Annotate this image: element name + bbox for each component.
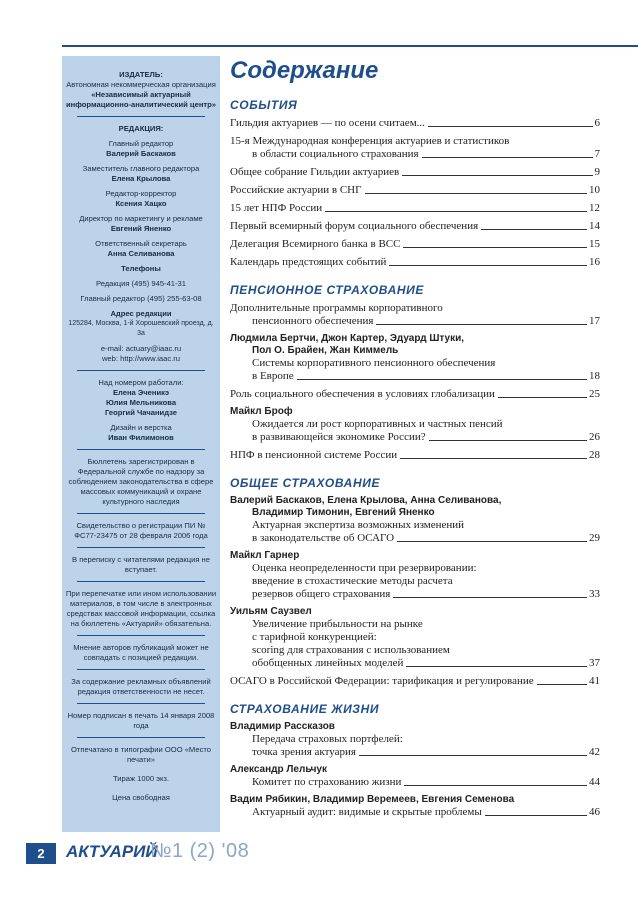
divider — [77, 703, 205, 704]
secretary-role: Ответственный секретарь — [95, 239, 187, 248]
toc-page-number: 25 — [589, 388, 600, 400]
toc-entry-title: обобщенных линейных моделей — [252, 657, 404, 669]
divider — [77, 116, 205, 117]
toc-entry-title: Российские актуарии в СНГ — [230, 184, 362, 196]
page-title: Содержание — [230, 57, 379, 84]
top-rule — [62, 45, 638, 47]
proof-role: Редактор-корректор — [105, 189, 177, 198]
toc-entry[interactable] — [230, 794, 600, 819]
toc-entry-title: ОСАГО в Российской Федерации: тарификация и регулирование — [230, 675, 534, 687]
toc-entry-title: Дополнительные программы корпоративного — [230, 302, 443, 314]
toc-entry[interactable] — [230, 184, 600, 197]
toc-author: Уильям Саузвел — [230, 606, 312, 617]
printed-note: Отпечатано в типографии ООО «Место печати» — [71, 745, 211, 764]
design-name: Иван Филимонов — [108, 433, 174, 442]
certificate-note: Свидетельство о регистрации ПИ № ФС77-23475 от 28 февраля 2006 года — [74, 521, 208, 540]
toc-page-number: 14 — [589, 220, 600, 232]
registration-note: Бюллетень зарегистрирован в Федеральной службе по надзору за соблюдением законодательства в сфере массовых коммуникаций и охране культурного наследия — [68, 457, 214, 506]
divider — [77, 370, 205, 371]
reprint-note: При перепечатке или ином использовании материалов, в том числе в электронных средствах массовой информации, ссылка на бюллетень «Актуарий» обязательна. — [65, 589, 217, 628]
marketing-role: Директор по маркетингу и рекламе — [79, 214, 203, 223]
section-heading: СОБЫТИЯ — [230, 98, 298, 112]
toc-entry-title: Общее собрание Гильдии актуариев — [230, 166, 400, 178]
toc-entry-title: точка зрения актуария — [252, 746, 356, 758]
toc-author: Владимир Рассказов — [230, 721, 335, 732]
toc-entry-title: Календарь предстоящих событий — [230, 256, 387, 268]
toc-entry-title: Передача страховых портфелей: — [252, 733, 403, 745]
toc-entry[interactable] — [230, 117, 600, 130]
toc-entry-title: 15 лет НПФ России — [230, 202, 323, 214]
toc-author: Людмила Бертчи, Джон Картер, Эдуард Штуки, — [230, 333, 465, 344]
toc-page-number: 9 — [594, 166, 600, 178]
editor-name: Валерий Баскаков — [106, 149, 176, 158]
toc-author: Пол О. Брайен, Жан Киммель — [252, 345, 399, 356]
toc-entry[interactable] — [230, 166, 600, 179]
section-heading: СТРАХОВАНИЕ ЖИЗНИ — [230, 702, 380, 716]
toc-entry[interactable] — [230, 449, 600, 462]
toc-entry-title: 15-я Международная конференция актуариев и статистиков — [230, 135, 510, 147]
toc-entry-title: Оценка неопределенности при резервировании: — [252, 562, 477, 574]
toc-entry-title: в области социального страхования — [252, 148, 419, 160]
toc-page-number: 28 — [589, 449, 600, 461]
toc-entry-title: Комитет по страхованию жизни — [252, 776, 402, 788]
toc-entry-title: Гильдия актуариев — по осени считаем... — [230, 117, 425, 129]
toc-entry-title: в законодательстве об ОСАГО — [252, 532, 395, 544]
toc-entry[interactable] — [230, 333, 600, 383]
toc-author: Александр Лельчук — [230, 764, 327, 775]
toc-entry[interactable] — [230, 238, 600, 251]
editor-role: Главный редактор — [108, 139, 174, 148]
toc-entry-title: Актуарный аудит: видимые и скрытые проблемы — [252, 806, 482, 818]
toc-entry[interactable] — [230, 220, 600, 233]
price-note: Цена свободная — [112, 793, 170, 802]
toc-page-number: 6 — [594, 117, 600, 129]
toc-page-number: 7 — [594, 148, 600, 160]
ads-note: За содержание рекламных объявлений редакция ответственности не несет. — [71, 677, 211, 696]
toc-entry-title: Делегация Всемирного банка в ВСС — [230, 238, 401, 250]
toc-entry-title: scoring для страхования с использованием — [252, 644, 450, 656]
address-heading: Адрес редакции — [110, 309, 172, 318]
toc-page-number: 16 — [589, 256, 600, 268]
toc-entry[interactable] — [230, 495, 600, 545]
toc-entry-title: в развивающейся экономике России? — [252, 431, 426, 443]
toc-entry[interactable] — [230, 764, 600, 789]
divider — [77, 547, 205, 548]
divider — [77, 513, 205, 514]
toc-entry-title: введение в стохастические методы расчета — [252, 575, 453, 587]
toc-entry[interactable] — [230, 406, 600, 444]
toc-entry-title: Системы корпоративного пенсионного обеспечения — [252, 357, 496, 369]
toc-author: Майкл Гарнер — [230, 550, 300, 561]
toc-entry-title: Ожидается ли рост корпоративных и частных пенсий — [252, 418, 503, 430]
section-heading: ПЕНСИОННОЕ СТРАХОВАНИЕ — [230, 283, 424, 297]
divider — [77, 635, 205, 636]
publisher-heading: ИЗДАТЕЛЬ: — [119, 70, 163, 79]
table-of-contents — [230, 56, 600, 824]
divider — [77, 449, 205, 450]
toc-page-number: 15 — [589, 238, 600, 250]
toc-entry[interactable] — [230, 302, 600, 328]
toc-entry-title: Первый всемирный форум социального обеспечения — [230, 220, 479, 232]
worked-name: Георгий Чачанидзе — [104, 408, 178, 417]
toc-page-number: 46 — [589, 806, 600, 818]
toc-page-number: 10 — [589, 184, 600, 196]
toc-page-number: 29 — [589, 532, 600, 544]
circulation-note: Тираж 1000 экз. — [112, 774, 170, 783]
toc-page-number: 26 — [589, 431, 600, 443]
section-heading: ОБЩЕЕ СТРАХОВАНИЕ — [230, 476, 381, 490]
toc-entry-title: НПФ в пенсионной системе России — [230, 449, 398, 461]
toc-entry[interactable] — [230, 256, 600, 269]
toc-author: Майкл Броф — [230, 406, 293, 417]
divider — [77, 581, 205, 582]
toc-page-number: 17 — [589, 315, 600, 327]
worked-name: Елена Эченикэ — [112, 388, 170, 397]
design-role: Дизайн и верстка — [110, 423, 172, 432]
toc-entry-title: Актуарная экспертиза возможных изменений — [252, 519, 465, 531]
toc-entry-title: пенсионного обеспечения — [252, 315, 374, 327]
issue-number: №1 (2) '08 — [150, 840, 250, 862]
secretary-name: Анна Селиванова — [107, 249, 175, 258]
correspondence-note: В переписку с читателями редакция не вступает. — [72, 555, 210, 574]
publisher-line: «Независимый актуарный — [91, 90, 191, 99]
toc-author: Вадим Рябикин, Владимир Веремеев, Евгения Семенова — [230, 794, 515, 805]
toc-page-number: 37 — [589, 657, 600, 669]
toc-entry[interactable] — [230, 202, 600, 215]
opinion-note: Мнение авторов публикаций может не совпадать с позицией редакции. — [73, 643, 209, 662]
phone-chief: Главный редактор (495) 255-63-08 — [80, 294, 202, 303]
toc-entry-title: в Европе — [252, 370, 294, 382]
phone-editorial: Редакция (495) 945-41-31 — [95, 279, 187, 288]
email-link[interactable]: e-mail: actuary@iaac.ru — [100, 344, 182, 353]
toc-author: Владимир Тимонин, Евгений Яненко — [252, 507, 435, 518]
divider — [77, 669, 205, 670]
address: 125284, Москва, 1-й Хорошевский проезд, д. 3а — [68, 320, 214, 337]
marketing-name: Евгений Яненко — [110, 224, 172, 233]
toc-entry-title: резервов общего страхования — [252, 588, 391, 600]
web-link[interactable]: web: http://www.iaac.ru — [101, 354, 181, 363]
toc-entry[interactable] — [230, 675, 600, 688]
deputy-name: Елена Крылова — [111, 174, 171, 183]
publisher-line: информационно-аналитический центр» — [65, 100, 216, 109]
toc-page-number: 18 — [589, 370, 600, 382]
toc-entry[interactable] — [230, 135, 600, 161]
imprint-panel — [62, 56, 220, 832]
toc-author: Валерий Баскаков, Елена Крылова, Анна Селиванова, — [230, 495, 502, 506]
toc-entry[interactable] — [230, 606, 600, 670]
worked-name: Юлия Мельникова — [105, 398, 177, 407]
magazine-logo: АКТУАРИЙ — [66, 842, 158, 861]
toc-entry-title: Роль социального обеспечения в условиях глобализации — [230, 388, 495, 400]
toc-entry[interactable] — [230, 550, 600, 601]
toc-entry-title: Увеличение прибыльности на рынке — [252, 618, 423, 630]
deputy-role: Заместитель главного редактора — [82, 164, 200, 173]
toc-page-number: 44 — [589, 776, 600, 788]
toc-entry[interactable] — [230, 721, 600, 759]
toc-page-number: 12 — [589, 202, 600, 214]
page-number: 2 — [26, 843, 56, 864]
toc-page-number: 41 — [589, 675, 600, 687]
toc-page-number: 33 — [589, 588, 600, 600]
publisher-line: Автономная некоммерческая организация — [66, 80, 216, 89]
phones-heading: Телефоны — [121, 264, 161, 273]
toc-entry-title: с тарифной конкуренцией: — [252, 631, 377, 643]
editorial-heading: РЕДАКЦИЯ: — [118, 124, 164, 133]
divider — [77, 737, 205, 738]
worked-heading: Над номером работали: — [98, 378, 184, 387]
proof-name: Ксения Хацко — [115, 199, 167, 208]
signed-note: Номер подписан в печать 14 января 2008 года — [67, 711, 215, 730]
toc-entry[interactable] — [230, 388, 600, 401]
toc-page-number: 42 — [589, 746, 600, 758]
